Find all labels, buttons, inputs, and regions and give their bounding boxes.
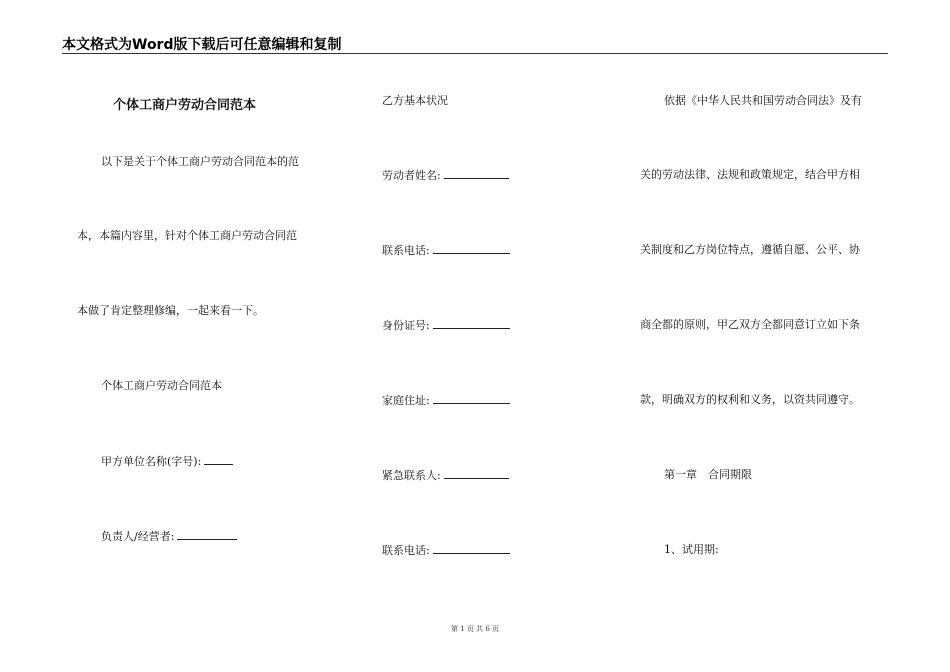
fill-blank xyxy=(433,543,510,554)
field-label: 家庭住址: xyxy=(382,394,430,407)
field-label: 紧急联系人: xyxy=(382,469,441,482)
body-line-1: 依据《中华人民共和国劳动合同法》及有 xyxy=(664,94,862,107)
document-title: 个体工商户劳动合同范本 xyxy=(113,98,257,113)
header-rule xyxy=(62,53,888,54)
fill-blank xyxy=(433,318,510,329)
field-label: 联系电话: xyxy=(382,244,430,257)
field-label: 负责人/经营者: xyxy=(101,530,175,543)
body-line-4: 商全都的原则，甲乙双方全都同意订立如下条 xyxy=(640,318,860,331)
field-worker-name xyxy=(382,168,509,183)
fill-blank xyxy=(433,243,510,254)
fill-blank xyxy=(444,468,509,479)
field-label: 甲方单位名称(字号): xyxy=(101,455,202,468)
page-number: 第 1 页 共 6 页 xyxy=(450,625,500,633)
body-line-5: 款，明确双方的权利和义务，以资共同遵守。 xyxy=(640,393,860,406)
field-label: 劳动者姓名: xyxy=(382,169,441,182)
chapter-heading: 第一章 合同期限 xyxy=(664,468,752,481)
intro-line-3: 本做了肯定整理修编，一起来看一下。 xyxy=(77,304,264,317)
fill-blank xyxy=(433,393,510,404)
field-emergency-phone xyxy=(382,543,510,558)
field-responsible-person xyxy=(101,529,237,544)
intro-line-2: 本，本篇内容里，针对个体工商户劳动合同范 xyxy=(77,229,297,242)
field-employer-name xyxy=(101,454,233,469)
field-label: 身份证号: xyxy=(382,319,430,332)
clause-item: 1、试用期: xyxy=(664,543,719,556)
section-heading: 乙方基本状况 xyxy=(382,94,448,107)
fill-blank xyxy=(177,529,237,540)
fill-blank xyxy=(444,168,509,179)
field-label: 联系电话: xyxy=(382,544,430,557)
field-id-number xyxy=(382,318,510,333)
section-heading: 个体工商户劳动合同范本 xyxy=(101,379,222,392)
field-emergency-contact xyxy=(382,468,509,483)
intro-line-1: 以下是关于个体工商户劳动合同范本的范 xyxy=(101,155,299,168)
body-line-3: 关制度和乙方岗位特点，遵循自愿、公平、协 xyxy=(640,243,860,256)
field-phone xyxy=(382,243,510,258)
fill-blank xyxy=(204,454,233,465)
body-line-2: 关的劳动法律、法规和政策规定，结合甲方相 xyxy=(640,168,860,181)
field-home-address xyxy=(382,393,510,408)
download-banner: 本文格式为Word版下载后可任意编辑和复制 xyxy=(62,37,342,53)
